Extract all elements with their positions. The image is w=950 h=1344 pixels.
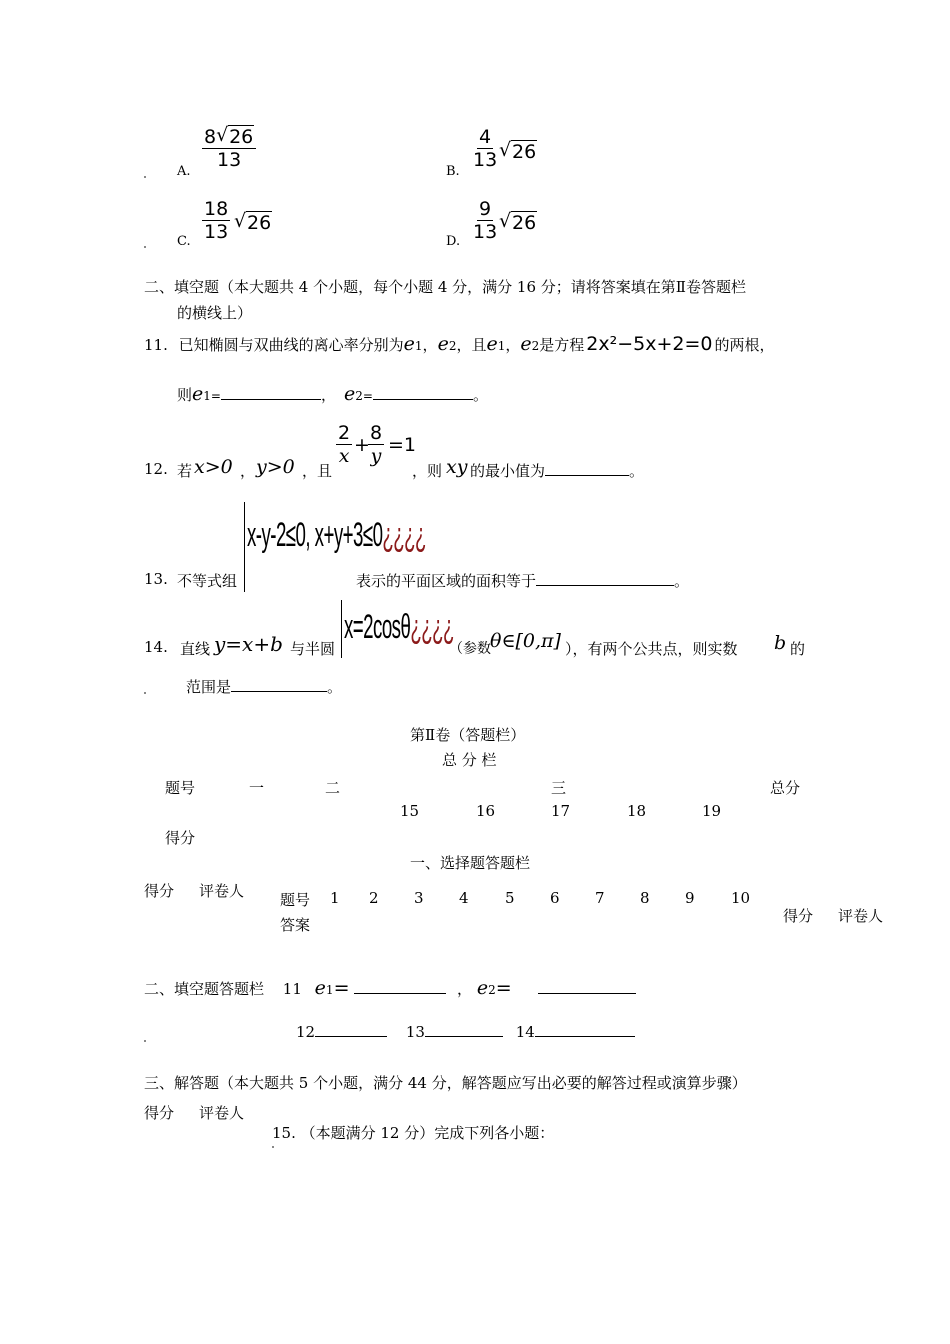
option-a-fraction [202,126,256,171]
question-15-heading: 15. （本题满分 12 分）完成下列各小题： [272,1124,555,1142]
q13-brace [244,502,245,592]
q14-system [344,608,454,647]
score-table-sub-col: 18 [627,802,647,820]
total-score-title: 总 分 栏 [442,751,497,769]
equals-sign: = [210,389,221,403]
q12-frac1-num: 2 [338,422,351,444]
option-c-label: C. [177,234,191,249]
q14-line2-text: 范围是 [186,678,232,696]
q14-line2 [186,676,342,697]
mc-number: 7 [595,889,605,907]
q14-garbled: ¿¿¿¿ [410,608,454,646]
subscript: 2 [355,389,363,403]
q11-is-root: 是方程 [539,336,585,354]
q12-and: ，且 [302,462,333,480]
margin-dot [144,692,146,694]
option-b-denominator: 13 [473,149,498,171]
answer-blank-12[interactable] [545,461,629,476]
q14-param: （参数 [449,641,491,657]
subscript: 1 [203,389,211,403]
q14-number: 14. [144,638,168,656]
sqrt-sign: √ 26 [216,124,254,148]
e-symbol: e [476,977,489,999]
option-d-denominator: 13 [473,221,498,243]
option-b-numerator: 4 [479,126,492,148]
q13-number: 13. [144,570,168,588]
equals-sign: = [495,977,512,999]
q12-frac2-den: y [370,445,382,467]
period: 。 [472,386,488,404]
mc-answer-title: 一、选择题答题栏 [410,854,531,872]
q12-cond2: y>0 [256,456,295,478]
section2-heading-line1: 二、填空题（本大题共 4 个小题，每个小题 4 分，满分 16 分；请将答案填在第Ⅱ卷答题栏 [144,278,746,296]
option-c-fraction [202,198,230,243]
q11-equation: 2x²−5x+2=0 [586,333,713,355]
score-label: 得分 [783,907,814,925]
score-table-col-2: 二 [325,779,341,797]
q14-text1: 直线 [180,640,211,658]
option-a-radicand: 26 [229,126,254,148]
score-table-col-total: 总分 [770,779,801,797]
option-b-fraction [471,126,499,171]
subscript: 2 [488,983,496,997]
score-table-score-row: 得分 [165,829,196,847]
answer-blank-14[interactable] [231,677,327,692]
e-symbol: e [314,977,326,999]
score-table-sub-col: 17 [551,802,571,820]
grader-label: 评卷人 [838,907,884,925]
margin-dot [144,1040,146,1042]
q11-text: 已知椭圆与双曲线的离心率分别为 [178,336,404,354]
score-table-sub-col: 19 [702,802,722,820]
option-d-label: D. [446,234,461,249]
comma: ， [422,336,438,354]
q14-text4: 的 [790,640,806,658]
q12-frac1-den: x [338,445,350,467]
question-11-line2 [177,380,488,410]
q14-param-range: θ∈[0,π] [490,630,561,652]
period: 。 [327,678,343,696]
q12-tail-wrap [470,460,644,481]
fill-answer-11-number: 11 [282,980,302,998]
option-a-label: A. [177,164,191,179]
option-a-numerator: 8 [204,126,217,148]
option-c-radicand: 26 [247,212,272,234]
mc-number: 8 [640,889,650,907]
q12-xy: xy [446,456,468,478]
mc-number: 5 [505,889,515,907]
answer-blank-fill-12[interactable] [315,1022,387,1037]
mc-number: 9 [685,889,695,907]
e-symbol: e [520,333,532,355]
equals-sign: = [362,389,373,403]
q12-tail: 的最小值为 [470,462,546,480]
section3-heading: 三、解答题（本大题共 5 个小题，满分 44 分，解答题应写出必要的解答过程或演算步骤） [144,1074,747,1092]
period: 。 [674,572,690,590]
mc-answer-label: 答案 [280,916,311,934]
score-label: 得分 [144,882,175,900]
q13-system [247,516,426,555]
fill-answer-14-number: 14 [515,1023,535,1041]
option-b-radicand: 26 [512,141,537,163]
mc-row-label: 题号 [280,891,311,909]
fill-answer-row-1 [144,974,636,1004]
fill-answer-row-2 [296,1022,635,1042]
section3-grader-label: 评卷人 [199,1104,245,1122]
q11-number: 11. [144,336,168,354]
mc-number: 6 [550,889,560,907]
comma: ， [505,336,521,354]
q14-line-eq: y=x+b [214,632,283,656]
q13-text2: 表示的平面区域的面积等于 [356,572,537,590]
option-d-sqrt: √ 26 [499,210,537,234]
fill-answer-title: 二、填空题答题栏 [144,980,265,998]
q12-then: ，则 [412,462,443,480]
option-d-numerator: 9 [479,198,492,220]
subscript: 1 [414,339,423,353]
q13-tail-wrap [356,570,689,591]
mc-number: 2 [369,889,379,907]
q12-frac2-num: 8 [370,422,383,444]
e-symbol: e [192,383,204,405]
subscript: 2 [531,339,540,353]
q14-b: b [774,632,787,654]
score-table-col-1: 一 [249,779,265,797]
score-table-row-label: 题号 [165,779,196,797]
fill-answer-12-number: 12 [296,1023,316,1041]
answer-blank-fill-e2[interactable] [538,979,636,994]
margin-dot [144,246,146,248]
q13-garbled: ¿¿¿¿ [382,516,426,554]
question-11 [144,330,775,360]
q12-frac2 [368,422,384,467]
q12-equals: =1 [388,434,417,456]
q11-tail: 的两根， [714,336,775,354]
subscript: 1 [325,983,334,997]
score-table-col-3: 三 [551,779,567,797]
answer-blank-fill-e1[interactable] [354,979,446,994]
option-c-denominator: 13 [204,221,229,243]
comma: ， [457,980,473,998]
margin-dot [272,1146,274,1148]
option-d-fraction [471,198,499,243]
q14-param-wrap [449,638,491,658]
q11-and: ，且 [456,336,487,354]
answer-blank-e2[interactable] [373,385,473,400]
grader-label: 评卷人 [199,882,245,900]
q12-if: 若 [177,462,193,480]
section2-heading-line2: 的横线上） [177,304,253,322]
q12-frac1 [336,422,352,467]
option-b-label: B. [446,164,460,179]
answer-blank-13[interactable] [536,571,674,586]
q13-system-text: x-y-2≤0, x+y+3≤0 [247,516,383,554]
q12-cond1: x>0 [194,456,233,478]
fill-answer-13-number: 13 [405,1023,425,1041]
mc-number: 1 [330,889,340,907]
option-c-sqrt: √ 26 [234,210,272,234]
mc-number: 10 [731,889,751,907]
answer-blank-e1[interactable] [221,385,321,400]
section3-score-label: 得分 [144,1104,175,1122]
mc-number: 4 [459,889,469,907]
margin-dot [144,176,146,178]
q14-circle-eq: x=2cosθ [344,608,411,646]
plus-sign: + [354,434,370,456]
option-b-sqrt: √ 26 [499,139,537,163]
score-table-sub-col: 16 [476,802,496,820]
e-symbol: e [403,333,415,355]
e-symbol: e [343,383,356,405]
e-symbol: e [486,333,498,355]
q11-then: 则 [177,386,193,404]
score-table-sub-col: 15 [400,802,420,820]
e-symbol: e [437,333,449,355]
comma: ， [240,462,256,480]
q14-text3: ），有两个公共点，则实数 [565,640,738,658]
q14-text3-wrap [565,638,738,659]
mc-number: 3 [414,889,424,907]
period: 。 [629,462,645,480]
option-d-radicand: 26 [512,212,537,234]
equals-sign: = [333,977,350,999]
answer-blank-fill-13[interactable] [425,1022,503,1037]
answer-blank-fill-14[interactable] [535,1022,635,1037]
option-c-numerator: 18 [204,198,229,220]
option-a-denominator: 13 [217,149,242,171]
part2-title: 第Ⅱ卷（答题栏） [410,726,526,744]
q14-brace [341,600,342,658]
q12-number: 12. [144,460,168,478]
comma: ， [320,386,336,404]
q13-text: 不等式组 [177,572,238,590]
q14-text2: 与半圆 [290,640,336,658]
subscript: 1 [497,339,506,353]
subscript: 2 [448,339,457,353]
